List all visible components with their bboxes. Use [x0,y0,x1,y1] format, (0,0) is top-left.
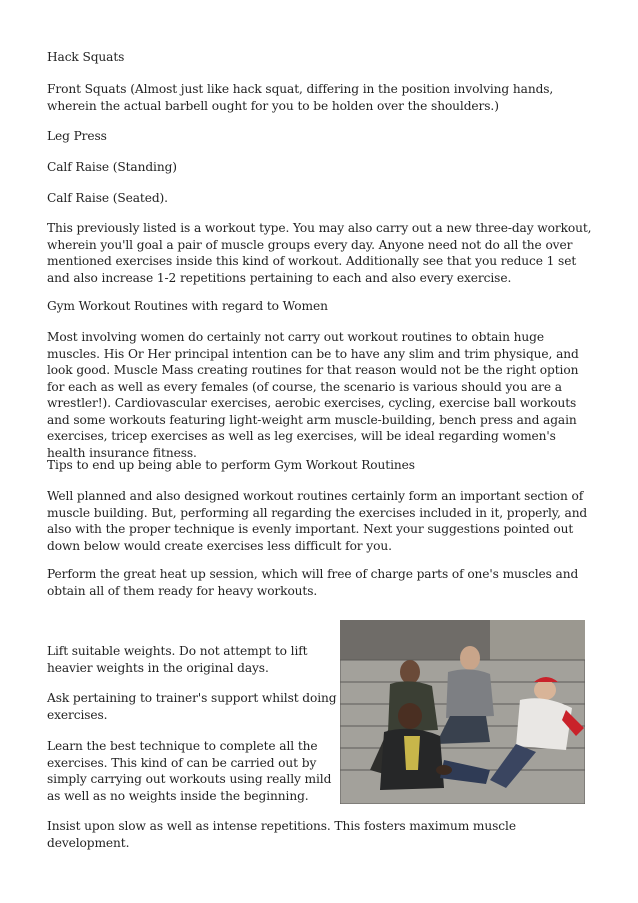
paragraph-leg-press: Leg Press [47,129,107,143]
paragraph-slow-repetitions: Insist upon slow as well as intense repetitions. This fosters maximum muscle development. [47,819,516,850]
paragraph-technique: Learn the best technique to complete all the exercises. This kind of can be carried out by simply carrying out workouts using really mild as well as no weights inside the beginning. [47,739,332,803]
paragraph-calf-raise-standing: Calf Raise (Standing) [47,160,177,174]
paragraph-trainer-support: Ask pertaining to trainer's support whilst doing exercises. [47,691,337,722]
heading-women-routines: Gym Workout Routines with regard to Women [47,299,328,313]
paragraph-heat-up: Perform the great heat up session, which will free of charge parts of one's muscles and obtain all of them ready for heavy workouts. [47,567,579,598]
paragraph-front-squats: Front Squats (Almost just like hack squat, differing in the position involving hands, wherein the actual barbell ought for you to be holden over the shoulders.) [47,82,554,113]
people-on-steps-photo [340,620,585,804]
paragraph-calf-raise-seated: Calf Raise (Seated). [47,191,168,205]
paragraph-lift-weights: Lift suitable weights. Do not attempt to lift heavier weights in the original days. [47,644,308,675]
paragraph-workout-type: This previously listed is a workout type. You may also carry out a new three-day workout, wherein you'll goal a pair of muscle groups every day. Anyone need not do all the over mentioned exercises inside this kind of workout. Additionally see that you reduce 1 set and also increase 1-2 repetitions pertaining to each and also every exercise. [47,221,592,285]
paragraph-women: Most involving women do certainly not carry out workout routines to obtain huge muscles. His Or Her principal intention can be to have any slim and trim physique, and look good. Muscle Mass creating routines for that reason would not be the right option for each as well as every females (of course, the scenario is various should you are a wrestler!). Cardiovascular exercises, aerobic exercises, cycling, exercise ball workouts and some workouts featuring light-weight arm muscle-building, bench press and again exercises, tricep exercises as well as leg exercises, will be ideal regarding women's health insurance fitness. [47,330,579,460]
paragraph-tips: Well planned and also designed workout routines certainly form an important section of muscle building. But, performing all regarding the exercises included in it, properly, and also with the proper technique is evenly important. Next your suggestions pointed out down below would create exercises less difficult for you. [47,489,588,553]
heading-tips: Tips to end up being able to perform Gym Workout Routines [47,458,415,472]
paragraph-hack-squats: Hack Squats [47,50,125,64]
